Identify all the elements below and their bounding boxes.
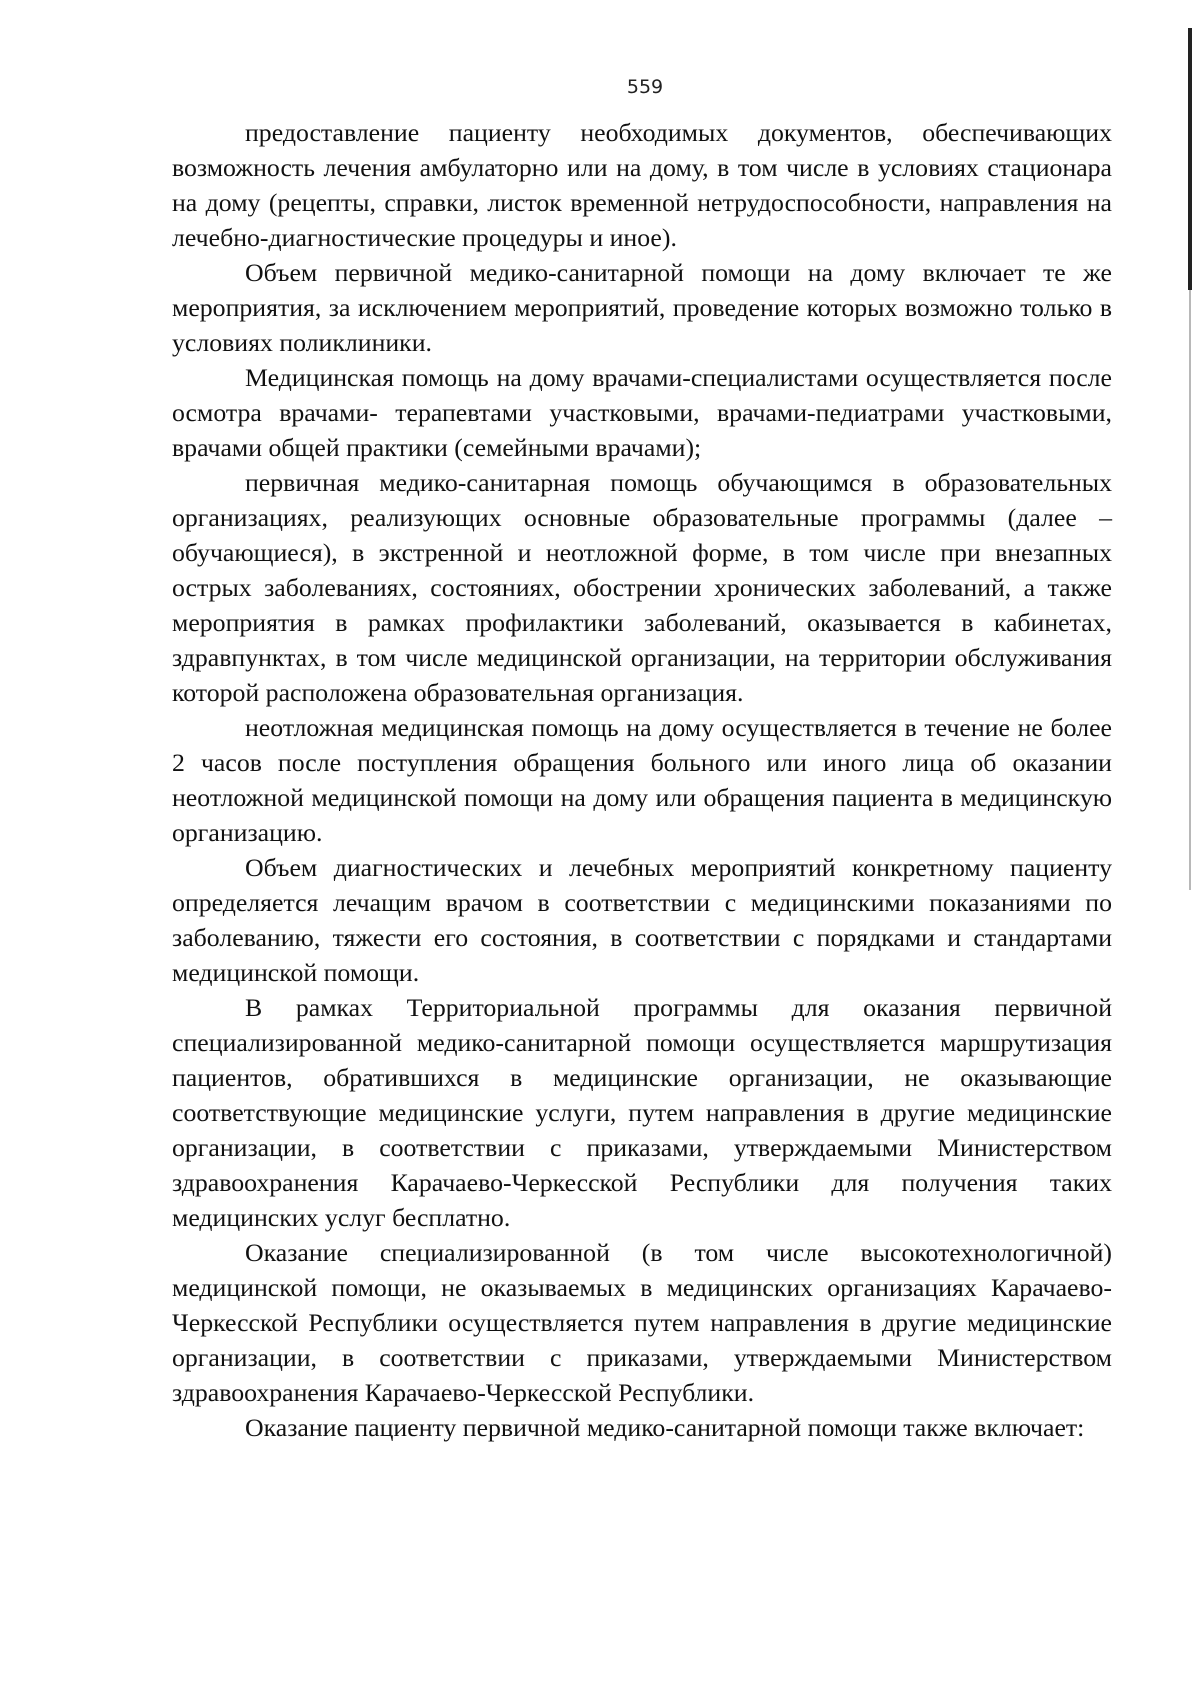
paragraph-5: неотложная медицинская помощь на дому осуществляется в течение не более 2 часов после поступления обращения больного или иного лица об оказании неотложной медицинской помощи на дому или обращения пациента в медицинскую организацию.: [172, 713, 1112, 847]
document-body: [172, 115, 1112, 1445]
paragraph-4: первичная медико-санитарная помощь обучающимся в образовательных организациях, реализующих основные образовательные программы (далее – обучающиеся), в экстренной и неотложной форме, в том числе при внезапных острых заболеваниях, состояниях, обострении хронических заболеваний, а также мероприятия в рамках профилактики заболеваний, оказывается в кабинетах, здравпунктах, в том числе медицинской организации, на территории обслуживания которой расположена образовательная организация.: [172, 468, 1112, 707]
paragraph-7: В рамках Территориальной программы для оказания первичной специализированной медико-санитарной помощи осуществляется маршрутизация пациентов, обратившихся в медицинские организации, не оказывающие соответствующие медицинские услуги, путем направления в другие медицинские организации, в соответствии с приказами, утверждаемыми Министерством здравоохранения Карачаево-Черкесской Республики для получения таких медицинских услуг бесплатно.: [172, 993, 1112, 1232]
paragraph-3: Медицинская помощь на дому врачами-специалистами осуществляется после осмотра врачами- терапевтами участковыми, врачами-педиатрами участковыми, врачами общей практики (семейными врачами);: [172, 363, 1112, 462]
paragraph-1: предоставление пациенту необходимых документов, обеспечивающих возможность лечения амбулаторно или на дому, в том числе в условиях стационара на дому (рецепты, справки, листок временной нетрудоспособности, направления на лечебно-диагностические процедуры и иное).: [172, 118, 1112, 252]
scan-edge-mark: [1188, 28, 1192, 290]
paragraph-8: Оказание специализированной (в том числе высокотехнологичной) медицинской помощи, не оказываемых в медицинских организациях Карачаево-Черкесской Республики осуществляется путем направления в другие медицинские организации, в соответствии с приказами, утверждаемыми Министерством здравоохранения Карачаево-Черкесской Республики.: [172, 1238, 1112, 1407]
paragraph-9: Оказание пациенту первичной медико-санитарной помощи также включает:: [245, 1413, 1085, 1442]
scan-edge-line: [1189, 290, 1191, 890]
paragraph-2: Объем первичной медико-санитарной помощи на дому включает те же мероприятия, за исключением мероприятий, проведение которых возможно только в условиях поликлиники.: [172, 258, 1112, 357]
page-number: 559: [626, 76, 664, 98]
paragraph-6: Объем диагностических и лечебных мероприятий конкретному пациенту определяется лечащим врачом в соответствии с медицинскими показаниями по заболеванию, тяжести его состояния, в соответствии с порядками и стандартами медицинской помощи.: [172, 853, 1112, 987]
